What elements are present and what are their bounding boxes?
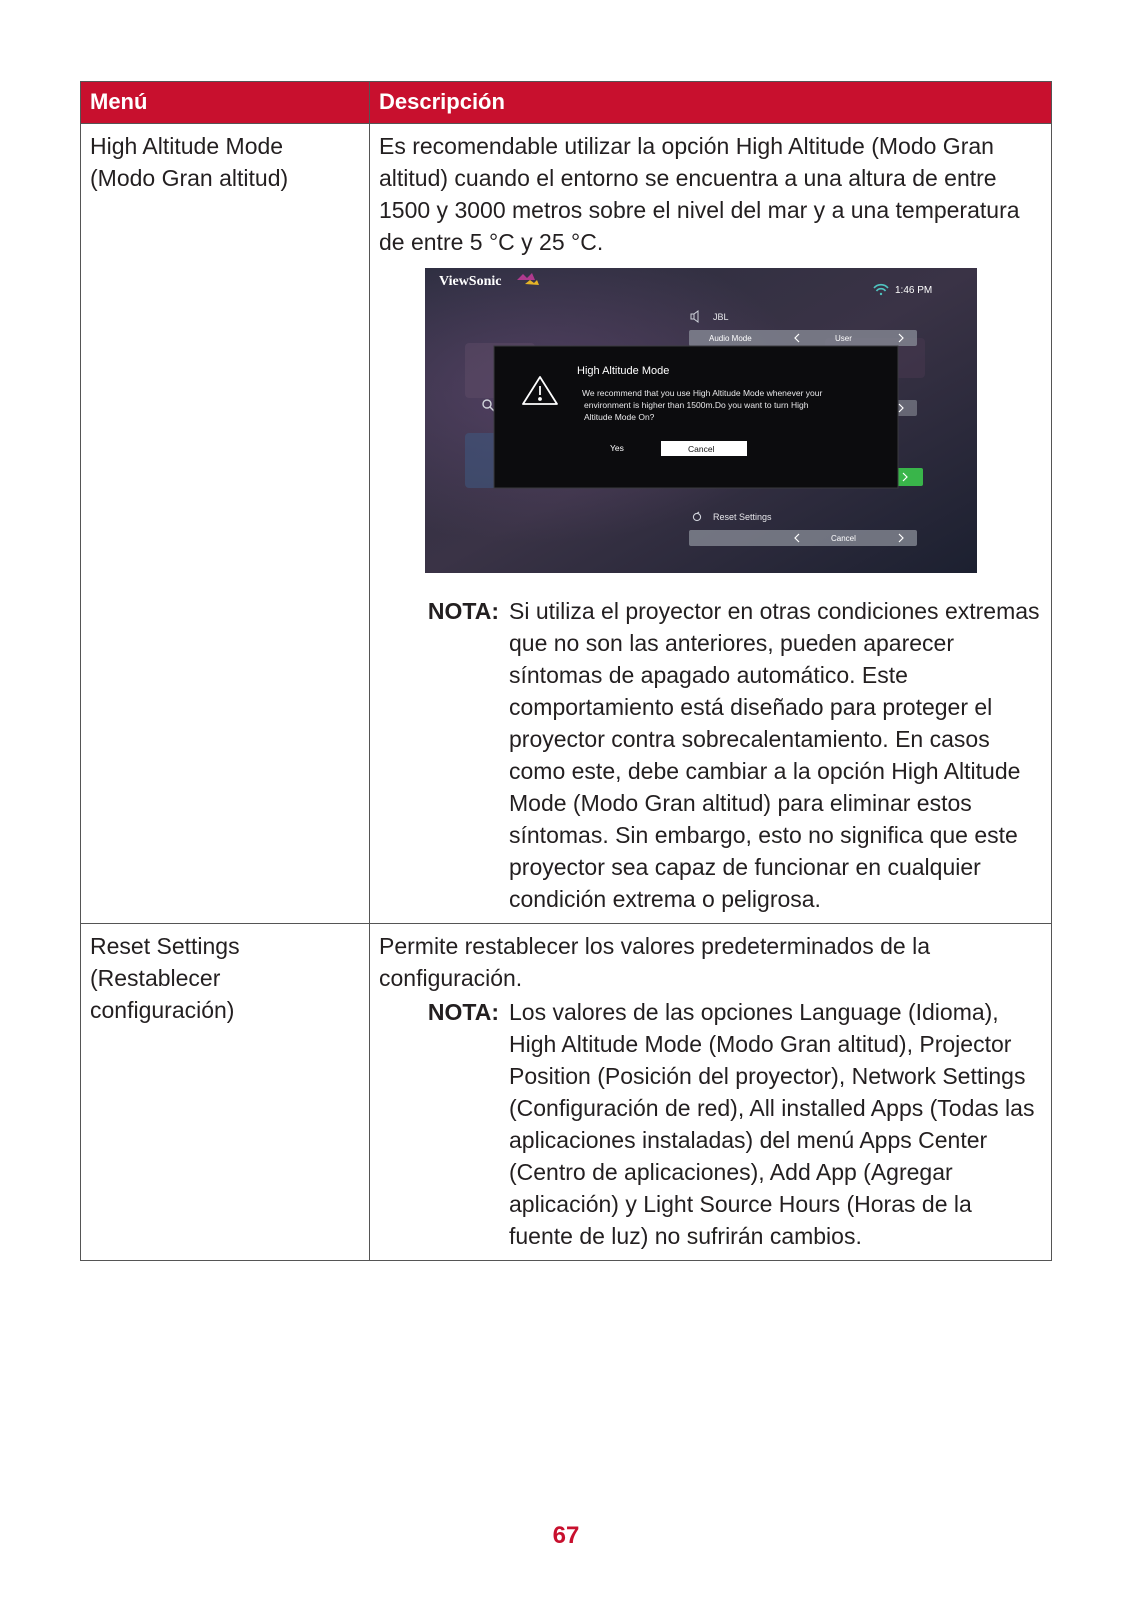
note-text: Si utiliza el proyector en otras condiciones extremas que no son las anteriores, pueden aparecer síntomas de apagado automático. Este comportamiento está diseñado para proteger el proyector contra sobrecalentamiento. En casos como este, debe cambiar a la opción High Altitude Mode (Modo Gran altitud) para eliminar estos síntomas. Sin embargo, esto no significa que este proyector sea capaz de funcionar en cualquier condición extrema o peligrosa. bbox=[509, 598, 1040, 912]
table-row-high-altitude bbox=[81, 124, 1052, 924]
projector-ui-screenshot bbox=[425, 268, 977, 573]
description-cell-reset-settings bbox=[370, 924, 1052, 1261]
menu-column-header: Menú bbox=[81, 82, 370, 124]
dialog-message-line1: We recommend that you use High Altitude Mode whenever your bbox=[582, 388, 823, 398]
clock-time: 1:46 PM bbox=[895, 285, 933, 296]
brand-logo: ViewSonic bbox=[439, 274, 502, 289]
audio-mode-label: Audio Mode bbox=[709, 334, 752, 343]
menu-cell-high-altitude: High Altitude Mode (Modo Gran altitud) bbox=[81, 124, 370, 924]
settings-table bbox=[80, 81, 1052, 1261]
reset-settings-row[interactable] bbox=[689, 530, 917, 546]
note-reset-settings bbox=[411, 996, 1042, 1252]
note-text: Los valores de las opciones Language (Idioma), High Altitude Mode (Modo Gran altitud), Projector Position (Posición del proyector), Network Settings (Configuración de red), All installed Apps (Todas las aplicaciones instaladas) del menú Apps Center (Centro de aplicaciones), Add App (Agregar aplicación) y Light Source Hours (Horas de la fuente de luz) no sufrirán cambios. bbox=[509, 999, 1035, 1249]
description-text: Es recomendable utilizar la opción High Altitude (Modo Gran altitud) cuando el entorno se encuentra a una altura de entre 1500 y 3000 metros sobre el nivel del mar y a una temperatura de entre 5 °C y 25 °C. bbox=[379, 133, 1020, 255]
audio-mode-value: User bbox=[835, 334, 852, 343]
dialog-message-line3: Altitude Mode On? bbox=[584, 412, 655, 422]
dialog-yes-button[interactable]: Yes bbox=[610, 443, 624, 453]
menu-cell-reset-settings: Reset Settings (Restablecer configuración) bbox=[81, 924, 370, 1261]
reset-settings-value: Cancel bbox=[831, 534, 856, 543]
note-label: NOTA: bbox=[427, 598, 499, 624]
device-name: JBL bbox=[713, 312, 729, 322]
dialog-message-line2: environment is higher than 1500m.Do you want to turn High bbox=[584, 400, 809, 410]
description-cell-high-altitude bbox=[370, 124, 1052, 924]
high-altitude-dialog bbox=[494, 346, 898, 488]
table-header-row bbox=[81, 82, 1052, 124]
note-label: NOTA: bbox=[427, 999, 499, 1025]
note-high-altitude bbox=[411, 595, 1042, 915]
dialog-cancel-label: Cancel bbox=[688, 444, 715, 454]
table-row-reset-settings bbox=[81, 924, 1052, 1261]
reset-settings-label: Reset Settings bbox=[713, 512, 772, 522]
dialog-title: High Altitude Mode bbox=[577, 365, 670, 377]
screenshot-graphic bbox=[425, 268, 977, 573]
description-column-header: Descripción bbox=[370, 82, 1052, 124]
page-number: 67 bbox=[552, 1522, 580, 1549]
description-text: Permite restablecer los valores predeterminados de la configuración. bbox=[379, 933, 930, 991]
